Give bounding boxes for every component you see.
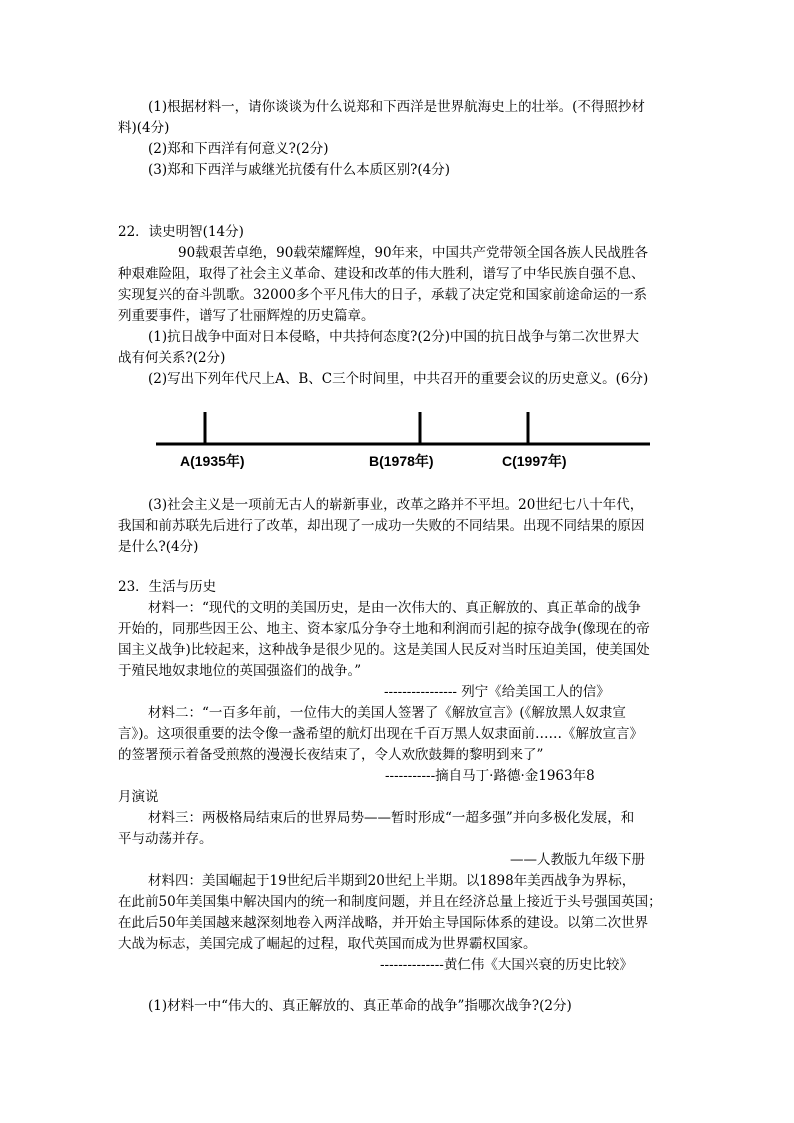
q23-material2-line: 材料二：“一百多年前，一位伟大的美国人签署了《解放宣言》(《解放黑人奴隶宣	[148, 705, 626, 721]
timeline-label-a: A(1935年)	[180, 453, 245, 469]
q23-material2-source: -----------摘自马丁·路德·金1963年8	[385, 768, 595, 784]
q22-item2: (2)写出下列年代尺上A、B、C三个时间里，中共召开的重要会议的历史意义。(6分)	[148, 371, 649, 387]
q23-material4-line: 大战为标志，美国完成了崛起的过程，取代英国而成为世界霸权国家。	[118, 936, 537, 952]
q23-material1-line: 开始的，同那些因王公、地主、资本家瓜分争夺土地和利润而引起的掠夺战争(像现在的帝	[118, 621, 650, 637]
timeline-ruler	[150, 404, 660, 476]
q23-material4-source: --------------黄仁伟《大国兴衰的历史比较》	[380, 957, 633, 973]
q22-intro-line: 列重要事件，谱写了壮丽辉煌的历史篇章。	[118, 308, 375, 324]
q22-item3-line: 是什么?(4分)	[118, 539, 199, 555]
q23-material4-line: 在此后50年美国越来越深刻地卷入两洋战略，并开始主导国际体系的建设。以第二次世界	[118, 915, 649, 931]
q22-heading: 22．读史明智(14分)	[118, 224, 244, 240]
q23-material1-source: ---------------- 列宁《给美国工人的信》	[384, 684, 610, 700]
q23-material4-line: 材料四：美国崛起于19世纪后半期到20世纪上半期。以1898年美西战争为界标，	[148, 873, 636, 889]
q21-item1-line2: 料)(4分)	[118, 120, 170, 136]
q23-material4-line: 在此前50年美国集中解决国内的统一和制度问题，并且在经济总量上接近于头号强国英国；	[118, 894, 662, 910]
q23-material3-line: 材料三：两极格局结束后的世界局势——暂时形成“一超多强”并向多极化发展，和	[148, 810, 635, 826]
q22-item3-line: 我国和前苏联先后进行了改革，却出现了一成功一失败的不同结果。出现不同结果的原因	[118, 518, 645, 534]
q23-material3-source: ——人教版九年级下册	[510, 852, 645, 868]
q21-item1-line1: (1)根据材料一，请你谈谈为什么说郑和下西洋是世界航海史上的壮举。(不得照抄材	[148, 99, 645, 115]
q22-intro-line: 90载艰苦卓绝，90载荣耀辉煌，90年来，中国共产党带领全国各族人民战胜各	[178, 245, 649, 261]
q23-material1-line: 于殖民地奴隶地位的英国强盗们的战争。”	[118, 663, 362, 679]
q23-material2-line: 言》)。这项很重要的法令像一盏希望的航灯出现在千百万黑人奴隶面前……《解放宣言》	[118, 726, 644, 742]
q23-heading: 23．生活与历史	[118, 579, 217, 595]
q23-material2-line: 的签署预示着备受煎熬的漫漫长夜结束了，令人欢欣鼓舞的黎明到来了”	[118, 747, 544, 763]
q22-intro-line: 种艰难险阻，取得了社会主义革命、建设和改革的伟大胜利，谱写了中华民族自强不息、	[118, 266, 645, 282]
q22-intro-line: 实现复兴的奋斗凯歌。32000多个平凡伟大的日子，承载了决定党和国家前途命运的一系	[118, 287, 647, 303]
q23-material3-line: 平与动荡并存。	[118, 831, 213, 847]
q22-item3-line: (3)社会主义是一项前无古人的崭新事业，改革之路并不平坦。20世纪七八十年代，	[148, 497, 644, 513]
timeline-label-b: B(1978年)	[369, 453, 434, 469]
q23-material2-source-cont: 月演说	[118, 789, 159, 805]
q23-item1: (1)材料一中“伟大的、真正解放的、真正革命的战争”指哪次战争?(2分)	[148, 998, 572, 1014]
q21-item3: (3)郑和下西洋与戚继光抗倭有什么本质区别?(4分)	[148, 162, 450, 178]
timeline-label-c: C(1997年)	[502, 453, 567, 469]
q23-material1-line: 材料一：“现代的文明的美国历史，是由一次伟大的、真正解放的、真正革命的战争	[148, 600, 641, 616]
q21-item2: (2)郑和下西洋有何意义?(2分)	[148, 141, 329, 157]
q23-material1-line: 国主义战争)比较起来，这种战争是很少见的。这是美国人民反对当时压迫美国，使美国处	[118, 642, 650, 658]
q22-item1-line2: 战有何关系?(2分)	[118, 350, 226, 366]
q22-item1-line1: (1)抗日战争中面对日本侵略，中共持何态度?(2分)中国的抗日战争与第二次世界大	[148, 329, 639, 345]
